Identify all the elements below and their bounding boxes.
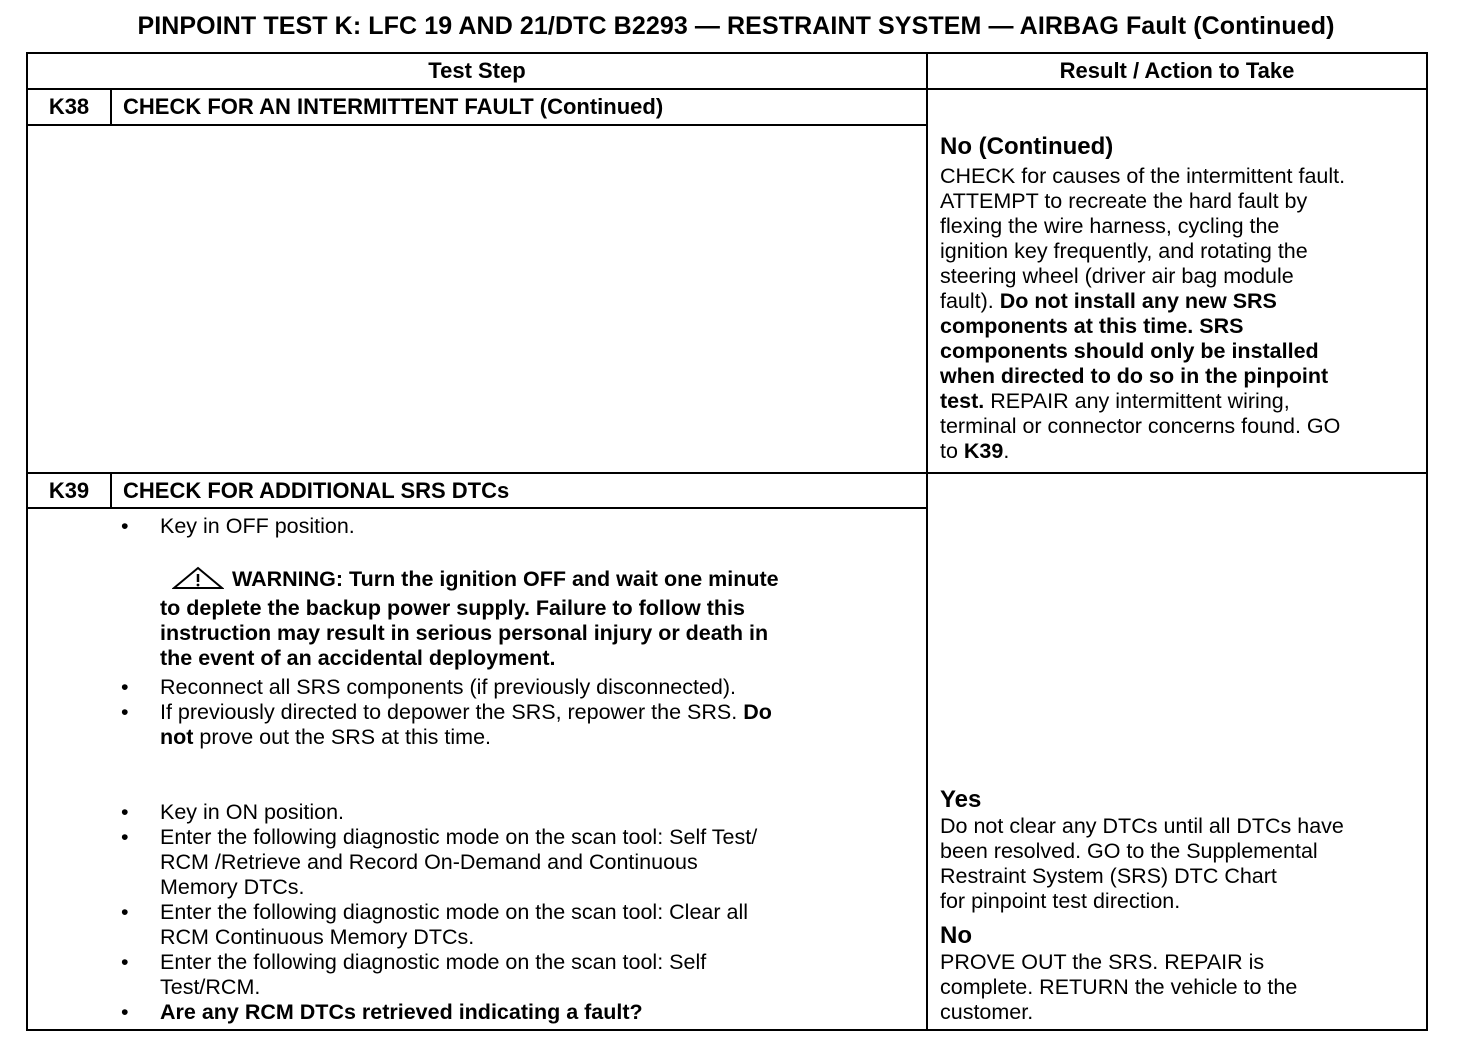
result-text-line: been resolved. GO to the Supplemental	[940, 839, 1318, 863]
list-item: • Key in OFF position.	[121, 514, 355, 538]
result-text-line: customer.	[940, 1000, 1034, 1024]
step-actions-a2	[118, 675, 908, 750]
result-text-line: Restraint System (SRS) DTC Chart	[940, 864, 1277, 888]
result-text-line: steering wheel (driver air bag module	[940, 264, 1294, 288]
list-item: • Are any RCM DTCs retrieved indicating a fault?	[121, 1000, 643, 1024]
list-item: • Key in ON position.	[121, 800, 345, 824]
list-item: • Enter the following diagnostic mode on the scan tool: Self Test/ RCM /Retrieve and Record On-Demand and Continuous Memory DTCs.	[121, 825, 758, 899]
result-k39-no	[940, 922, 1426, 1025]
list-item: • Reconnect all SRS components (if previously disconnected).	[121, 675, 737, 699]
warning-line: to deplete the backup power supply. Failure to follow this	[160, 596, 745, 620]
step-actions-b	[118, 800, 908, 1025]
result-text-line: complete. RETURN the vehicle to the	[940, 975, 1298, 999]
step-id-k38: K38	[48, 94, 90, 119]
result-text-line: PROVE OUT the SRS. REPAIR is	[940, 950, 1265, 974]
step-title-k39: CHECK FOR ADDITIONAL SRS DTCs	[123, 478, 510, 503]
result-text-line: CHECK for causes of the intermittent fault.	[940, 164, 1346, 188]
result-text-line: components at this time. SRS	[940, 314, 1244, 338]
warning-triangle-icon	[172, 566, 224, 596]
list-item: • If previously directed to depower the SRS, repower the SRS. Do not prove out the SRS at this time.	[121, 700, 772, 749]
result-heading: No (Continued)	[940, 133, 1114, 160]
list-item: • Enter the following diagnostic mode on the scan tool: Self Test/RCM.	[121, 950, 707, 999]
step-id-k39: K39	[48, 478, 90, 503]
result-text-line: flexing the wire harness, cycling the	[940, 214, 1280, 238]
warning-block	[160, 566, 910, 671]
warning-line: the event of an accidental deployment.	[160, 646, 556, 670]
result-text-line: test. REPAIR any intermittent wiring,	[940, 389, 1290, 413]
column-header-result: Result / Action to Take	[1059, 58, 1295, 83]
result-text-line: ignition key frequently, and rotating the	[940, 239, 1308, 263]
result-text-line: components should only be installed	[940, 339, 1319, 363]
result-k38-no	[940, 133, 1426, 464]
page-title: PINPOINT TEST K: LFC 19 AND 21/DTC B2293 — RESTRAINT SYSTEM — AIRBAG Fault (Continued)	[137, 12, 1335, 40]
result-text-line: fault). Do not install any new SRS	[940, 289, 1277, 313]
warning-line: WARNING: Turn the ignition OFF and wait one minute	[160, 566, 910, 596]
result-k39-yes	[940, 786, 1426, 914]
result-text-line: when directed to do so in the pinpoint	[940, 364, 1329, 388]
warning-line: instruction may result in serious personal injury or death in	[160, 621, 769, 645]
list-item: • Enter the following diagnostic mode on the scan tool: Clear all RCM Continuous Memory DTCs.	[121, 900, 749, 949]
result-text-line: to K39.	[940, 439, 1010, 463]
column-header-test-step: Test Step	[428, 58, 526, 83]
result-text-line: ATTEMPT to recreate the hard fault by	[940, 189, 1308, 213]
result-text-line: for pinpoint test direction.	[940, 889, 1181, 913]
result-heading: Yes	[940, 786, 982, 813]
result-heading: No	[940, 922, 972, 949]
result-text-line: terminal or connector concerns found. GO	[940, 414, 1341, 438]
step-title-k38: CHECK FOR AN INTERMITTENT FAULT (Continued)	[123, 94, 664, 119]
step-actions-a	[118, 514, 908, 539]
result-text-line: Do not clear any DTCs until all DTCs have	[940, 814, 1344, 838]
